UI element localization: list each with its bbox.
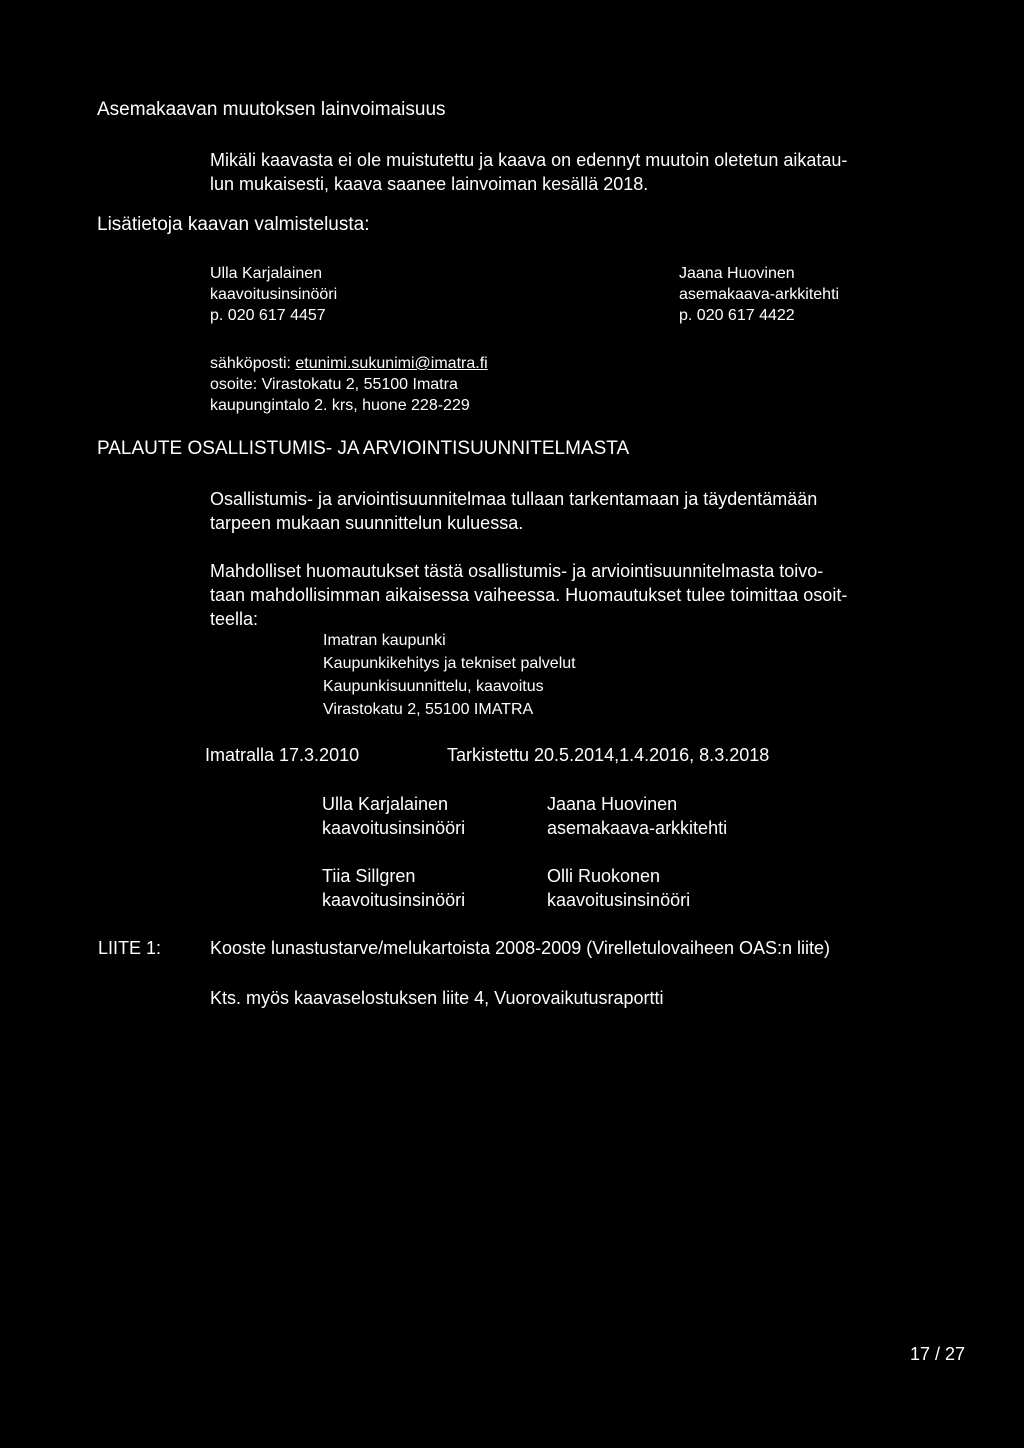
signatory-name: Ulla Karjalainen xyxy=(322,794,449,814)
email-line xyxy=(210,353,488,374)
section-heading-palaute: PALAUTE OSALLISTUMIS- JA ARVIOINTISUUNNITELMASTA xyxy=(97,438,630,459)
palaute-paragraph-1 xyxy=(210,487,817,535)
paragraph-line: Mikäli kaavasta ei ole muistutettu ja kaava on edennyt muutoin oletetun aikatau- xyxy=(210,150,848,170)
recipient-address xyxy=(323,629,576,721)
signatory-2 xyxy=(547,792,727,840)
signatory-name: Olli Ruokonen xyxy=(547,866,661,886)
paragraph-line: Osallistumis- ja arviointisuunnitelmaa tullaan tarkentamaan ja täydentämään xyxy=(210,489,818,509)
signatory-1 xyxy=(322,792,465,840)
signatory-name: Tiia Sillgren xyxy=(322,866,416,886)
section-heading-lainvoimaisuus: Asemakaavan muutoksen lainvoimaisuus xyxy=(97,99,446,120)
signatory-title: kaavoitusinsinööri xyxy=(322,890,466,910)
recipient-line: Kaupunkikehitys ja tekniset palvelut xyxy=(323,655,576,672)
paragraph-line: teella: xyxy=(210,609,259,629)
signatory-4 xyxy=(547,864,690,912)
paragraph-line: Mahdolliset huomautukset tästä osallistumis- ja arviointisuunnitelmasta toivo- xyxy=(210,561,824,581)
recipient-line: Virastokatu 2, 55100 IMATRA xyxy=(323,701,534,718)
signatory-title: asemakaava-arkkitehti xyxy=(547,818,728,838)
page-number: 17 / 27 xyxy=(910,1344,966,1364)
contact-phone: p. 020 617 4422 xyxy=(679,307,795,324)
signatory-name: Jaana Huovinen xyxy=(547,794,678,814)
contact-name: Ulla Karjalainen xyxy=(210,265,323,282)
room-line: kaupungintalo 2. krs, huone 228-229 xyxy=(210,397,470,414)
paragraph-line: tarpeen mukaan suunnittelun kuluessa. xyxy=(210,513,524,533)
address-line: osoite: Virastokatu 2, 55100 Imatra xyxy=(210,376,458,393)
contact-details xyxy=(210,353,488,416)
paragraph-line: taan mahdollisimman aikaisessa vaiheessa. Huomautukset tulee toimittaa osoit- xyxy=(210,585,848,605)
recipient-line: Kaupunkisuunnittelu, kaavoitus xyxy=(323,678,544,695)
signatory-title: kaavoitusinsinööri xyxy=(547,890,691,910)
email-link[interactable]: etunimi.sukunimi@imatra.fi xyxy=(295,355,488,372)
appendix-see-also: Kts. myös kaavaselostuksen liite 4, Vuorovaikutusraportti xyxy=(210,988,664,1008)
signatory-title: kaavoitusinsinööri xyxy=(322,818,466,838)
signatory-3 xyxy=(322,864,465,912)
email-label: sähköposti: xyxy=(210,355,296,372)
palaute-paragraph-2 xyxy=(210,559,847,631)
contact-title: kaavoitusinsinööri xyxy=(210,286,338,303)
contact-phone: p. 020 617 4457 xyxy=(210,307,326,324)
contact-title: asemakaava-arkkitehti xyxy=(679,286,840,303)
contact-card-1 xyxy=(210,263,337,326)
recipient-line: Imatran kaupunki xyxy=(323,632,446,649)
created-date: Imatralla 17.3.2010 xyxy=(205,745,360,765)
appendix-label: LIITE 1: xyxy=(98,938,162,958)
appendix-text: Kooste lunastustarve/melukartoista 2008-2009 (Virelletulovaiheen OAS:n liite) xyxy=(210,938,831,958)
paragraph-line: lun mukaisesti, kaava saanee lainvoiman kesällä 2018. xyxy=(210,174,649,194)
revised-dates: Tarkistettu 20.5.2014,1.4.2016, 8.3.2018 xyxy=(447,745,770,765)
contact-card-2 xyxy=(679,263,839,326)
section-heading-lisatietoja: Lisätietoja kaavan valmistelusta: xyxy=(97,214,370,235)
contact-name: Jaana Huovinen xyxy=(679,265,795,282)
lainvoimaisuus-paragraph xyxy=(210,148,847,196)
